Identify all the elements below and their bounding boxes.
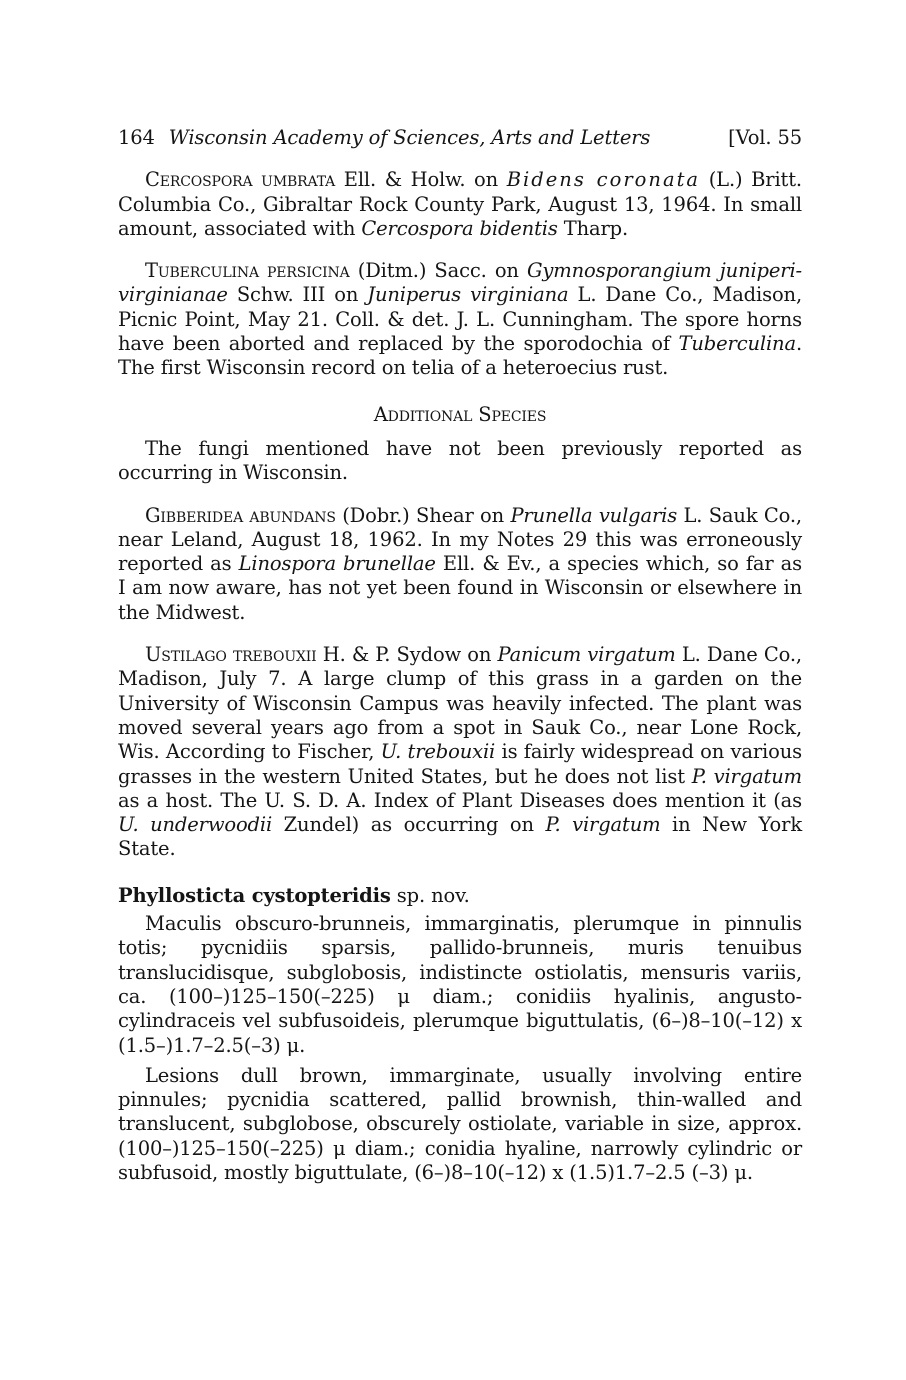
section-heading: Additional Species — [373, 402, 547, 426]
journal-title: Wisconsin Academy of Sciences, Arts and Letters — [168, 126, 651, 149]
text-run: Zundel) as occurring on — [272, 813, 546, 837]
host-name: Prunella vulgaris — [510, 503, 678, 527]
text-run: . The first Wisconsin record on telia of a heteroecius rust. — [118, 332, 802, 380]
new-species-title — [118, 884, 802, 908]
text-run: L. Dane Co., Madison, July 7. A large clump of this grass in a garden on the University of Wisconsin Campus was heavily infected. The plant was moved several years ago from a spot in Sauk Co., near Lone Rock, Wis. According to Fischer, — [118, 643, 802, 764]
species-ref: P. virgatum — [691, 764, 802, 788]
text-run: is fairly widespread on various grasses in the western United States, but he does not list — [118, 740, 802, 788]
text-run: Tharp. — [557, 216, 629, 240]
text-run: in New York State. — [118, 813, 802, 861]
text-run: (Ditm.) Sacc. on — [349, 259, 527, 283]
host-name: Panicum virgatum — [497, 643, 676, 667]
new-species-suffix: sp. nov. — [390, 883, 470, 907]
species-name: Cercospora umbrata — [145, 168, 336, 192]
text-run: (L.) Britt. Columbia Co., Gibraltar Rock County Park, August 13, 1964. In small amount, associated with — [118, 168, 802, 240]
paragraph-cercospora — [118, 168, 802, 241]
running-head — [118, 126, 802, 150]
text-run: Schw. III on — [227, 283, 368, 307]
text-run: L. Dane Co., Madison, Picnic Point, May 21. Coll. & det. J. L. Cunningham. The spore horns have been aborted and replaced by the sporodochia of — [118, 283, 802, 356]
host-name: Bidens coronata — [506, 168, 701, 192]
page-body — [118, 126, 802, 1185]
paragraph-gibberidea — [118, 504, 802, 625]
species-name: Ustilago trebouxii — [145, 643, 317, 667]
associated-species: Cercospora bidentis — [361, 216, 558, 240]
volume-label: [Vol. 55 — [728, 126, 802, 149]
species-ref: P. virgatum — [545, 813, 661, 837]
species-ref: U. trebouxii — [380, 740, 496, 764]
page-number: 164 — [118, 126, 155, 149]
paragraph-tuberculina — [118, 259, 802, 380]
paragraph-ustilago — [118, 643, 802, 862]
text-run: L. Sauk Co., near Leland, August 18, 1962. In my Notes 29 this was erroneously reported as — [118, 503, 802, 576]
paragraph-intro: The fungi mentioned have not been previously reported as occurring in Wisconsin. — [118, 436, 802, 485]
misidentified-species: Linospora brunellae — [238, 552, 436, 576]
new-species-name: Phyllosticta cystopteridis — [118, 883, 391, 907]
text-run: H. & P. Sydow on — [316, 643, 498, 667]
species-ref: U. underwoodii — [118, 813, 273, 837]
host-name: Juniperus virginiana — [367, 283, 569, 307]
species-name: Tuberculina persicina — [145, 259, 350, 283]
text-run: Ell. & Ev., a species which, so far as I am now aware, has not yet been found in Wisconsin or elsewhere in the Midwest. — [118, 552, 802, 624]
english-description: Lesions dull brown, immarginate, usually involving entire pinnules; pycnidia scattered, pallid brownish, thin-walled and translucent, subglobose, obscurely ostiolate, variable in size, approx. (100–)125–150(–225) μ diam.; conidia hyaline, narrowly cylindric or subfusoid, mostly biguttulate, (6–)8–10(–12) x (1.5)1.7–2.5 (–3) μ. — [118, 1063, 802, 1184]
running-head-left — [118, 126, 650, 150]
genus-name: Tuberculina — [678, 332, 796, 356]
text-run: (Dobr.) Shear on — [335, 503, 511, 527]
host-name: Gymnosporangium juniperi-virginianae — [118, 259, 802, 307]
text-run: as a host. The U. S. D. A. Index of Plant Diseases does mention it (as — [118, 788, 802, 812]
text-run: Ell. & Holw. on — [335, 168, 507, 192]
latin-description: Maculis obscuro-brunneis, immarginatis, plerumque in pinnulis totis; pycnidiis sparsis, pallido-brunneis, muris tenuibus translucidisque, subglobosis, indistincte ostiolatis, mensuris variis, ca. (100–)125–150(–225) μ diam.; conidiis hyalinis, angusto-cylindraceis vel subfusoideis, plerumque biguttulatis, (6–)8–10(–12) x (1.5–)1.7–2.5(–3) μ. — [118, 912, 802, 1057]
species-name: Gibberidea abundans — [145, 503, 336, 527]
